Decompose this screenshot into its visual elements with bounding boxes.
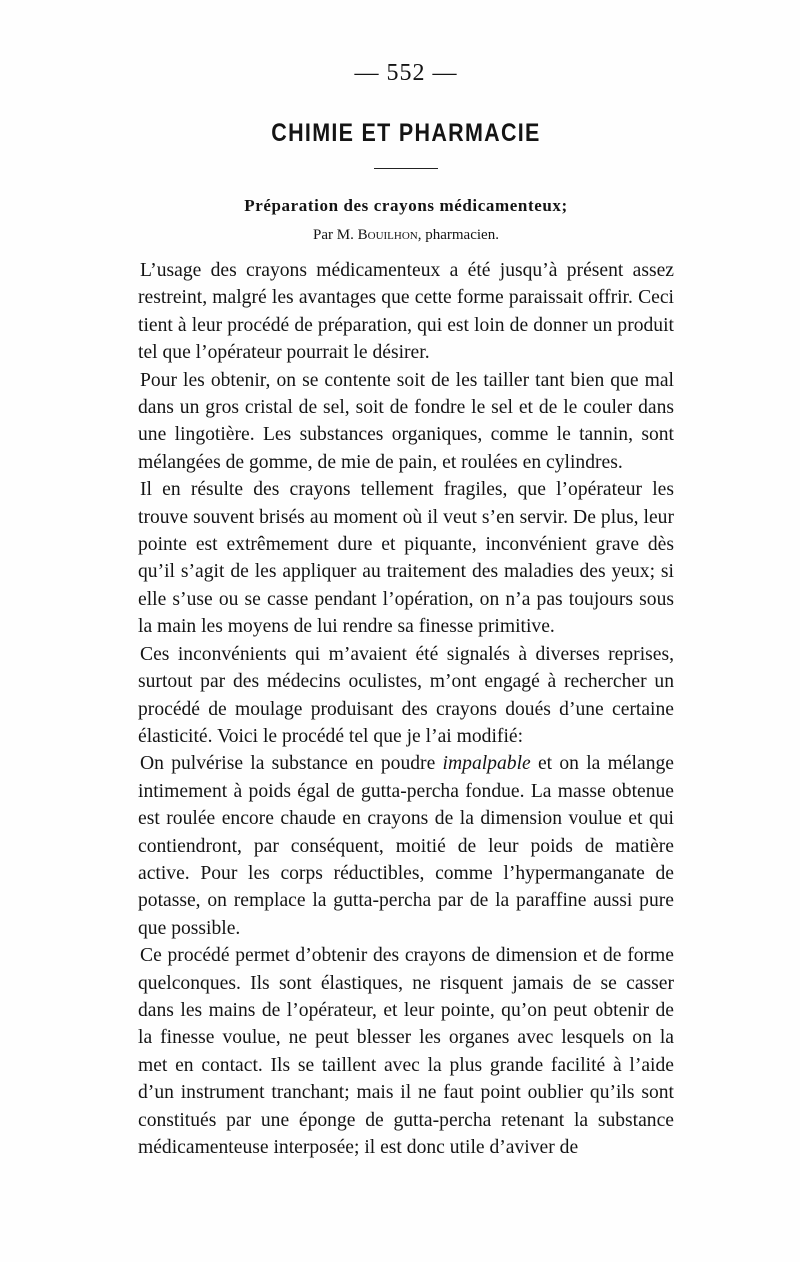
method-emphasis: impalpable <box>442 753 531 775</box>
book-page <box>138 58 674 1161</box>
method-text-before: On pulvérise la substance en poudre <box>140 753 443 775</box>
section-title: CHIMIE ET PHARMACIE <box>271 119 541 147</box>
paragraph-1: L’usage des crayons médicamenteux a été jusqu’à présent assez restreint, malgré les avantages que cette forme paraissait offrir. Ceci tient à leur procédé de préparation, qui est loin de donner un produit tel que l’opérateur pourrait le désirer. <box>138 260 674 364</box>
article-body <box>138 257 674 1161</box>
paragraph-method <box>138 750 674 942</box>
byline-suffix: , pharmacien. <box>417 227 499 243</box>
paragraph-4: Ces inconvénients qui m’avaient été signalés à diverses reprises, surtout par des médecins oculistes, m’ont engagé à rechercher un procédé de moulage produisant des crayons doués d’une certaine élasticité. Voici le procédé tel que je l’ai modifié: <box>138 643 674 747</box>
article-title: Préparation des crayons médicamenteux; <box>244 196 568 215</box>
paragraph-2: Pour les obtenir, on se contente soit de les tailler tant bien que mal dans un gros cristal de sel, soit de fondre le sel et de le couler dans une lingotière. Les substances organiques, comme le tannin, sont mélangées de gomme, de mie de pain, et roulées en cylindres. <box>138 369 674 473</box>
method-text-after: et on la mélange intimement à poids égal de gutta-percha fondue. La masse obtenue est roulée encore chaude en crayons de la dimension voulue et qui contiendront, par conséquent, moitié de leur poids de matière active. Pour les corps réductibles, comme l’hypermanganate de potasse, on remplace la gutta-percha par de la paraffine aussi pure que possible. <box>138 753 674 939</box>
article-byline <box>138 225 674 245</box>
page-number: — 552 — <box>354 60 458 86</box>
byline-prefix: Par M. <box>313 227 358 243</box>
paragraph-5: Ce procédé permet d’obtenir des crayons de dimension et de forme quelconques. Ils sont élastiques, ne risquent jamais de se casser dans les mains de l’opérateur, et leur pointe, qu’on peut obtenir de la finesse voulue, ne peut blesser les organes avec lesquels on la met en contact. Ils se taillent avec la plus grande facilité à l’aide d’un instrument tranchant; mais il ne faut point oublier qu’ils sont constitués par une éponge de gutta-percha retenant la substance médicamenteuse interposée; il est donc utile d’aviver de <box>138 945 674 1158</box>
title-divider <box>374 168 438 169</box>
byline-author: Bouilhon <box>357 227 418 243</box>
paragraph-3: Il en résulte des crayons tellement fragiles, que l’opérateur les trouve souvent brisés au moment où il veut s’en servir. De plus, leur pointe est extrêmement dure et piquante, inconvénient grave dès qu’il s’agit de les appliquer au traitement des maladies des yeux; si elle s’use ou se casse pendant l’opération, on n’a pas toujours sous la main les moyens de lui rendre sa finesse primitive. <box>138 479 674 638</box>
